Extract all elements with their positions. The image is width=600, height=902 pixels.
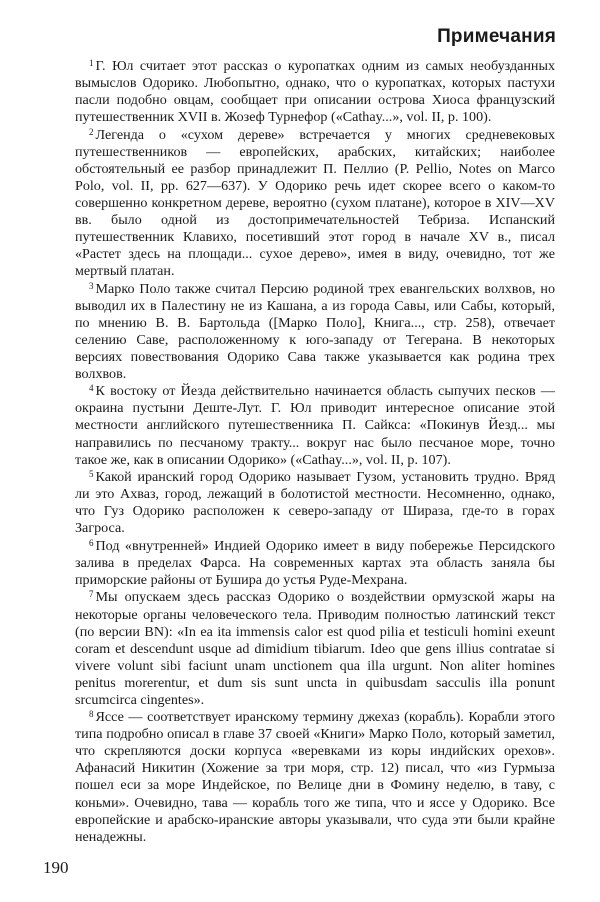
note-text: Мы опускаем здесь рассказ Одорико о воздействии ормузской жары на некоторые органы человеческого тела. Приводим полностью латинский текст (по версии BN): «In ea ita immensis calor est quod pilia et testiculi homini exeunt coram et descendunt usque ad dimidium tibiarum. Ideo que gens illius contratae si vivere volunt sibi faciunt unam unctionem qua illa urgunt. Non aliter homines penitus morerentur, et dum sis sunt uncta in quibusdam sacculis illa ponunt srcumcirca cingentes». bbox=[75, 589, 555, 708]
note-text: Под «внутренней» Индией Одорико имеет в виду побережье Персидского залива в пределах Фарса. На современных картах эта область заняла бы приморские районы от Бушира до устья Руде-Мехрана. bbox=[75, 537, 555, 588]
note-number: 5 bbox=[89, 469, 94, 480]
running-header: Примечания bbox=[437, 26, 556, 47]
note-5 bbox=[75, 469, 555, 537]
note-number: 1 bbox=[89, 58, 94, 68]
note-number: 6 bbox=[89, 537, 94, 548]
note-4 bbox=[75, 383, 555, 468]
note-number: 4 bbox=[89, 383, 94, 394]
note-text: Марко Поло также считал Персию родиной трех евангельских волхвов, но выводил их в Палестину не из Кашана, а из города Савы, или Сабы, который, по мнению В. В. Бартольда ([Марко Поло], Книга..., стр. 258), отвечает селению Саве, расположенному к юго-западу от Тегерана. В некоторых версиях повествования Одорико Сава также указывается как родина трех волхвов. bbox=[75, 280, 555, 382]
note-text: К востоку от Йезда действительно начинается область сыпучих песков — окраина пустыни Деште-Лут. Г. Юл приводит интересное описание этой местности английского путешественника П. Сайкса: «Покинув Йезд... мы направились по песчаному тракту... вокруг нас было песчаное море, точно такое же, как в описании Одорико» («Cathay...», vol. II, p. 107). bbox=[75, 383, 555, 468]
note-number: 2 bbox=[89, 126, 94, 137]
note-number: 3 bbox=[89, 280, 94, 291]
note-text: Легенда о «сухом дереве» встречается у многих средневековых путешественников — европейских, арабских, китайских; наиболее обстоятельный ее разбор принадлежит П. Пеллио (P. Pellio, Notes on Marco Polo, vol. II, pp. 627—637). У Одорико речь идет скорее всего о каком-то совершенно конкретном дереве, вероятно (сухом платане), которое в XIV—XV вв. было одной из достопримечательностей Тебриза. Испанский путешественник Клавихо, посетивший этот город в начале XV в., писал «Растет здесь на площади... сухое дерево», имея в виду, очевидно, тот же мертвый платан. bbox=[75, 126, 555, 280]
note-number: 7 bbox=[89, 589, 94, 600]
note-6 bbox=[75, 538, 555, 589]
note-text: Г. Юл считает этот рассказ о куропатках одним из самых необузданных вымыслов Одорико. Любопытно, однако, что о куропатках, которых пастухи пасли подобно овцам, сообщает при описании острова Хиоса французский путешественник XVII в. Жозеф Турнефор («Cathay...», vol. II, p. 100). bbox=[75, 58, 555, 126]
note-1 bbox=[75, 58, 555, 126]
note-8 bbox=[75, 709, 555, 845]
notes-body bbox=[75, 58, 555, 846]
note-7 bbox=[75, 589, 555, 708]
page-number: 190 bbox=[43, 858, 69, 877]
note-number: 8 bbox=[89, 709, 94, 720]
note-3 bbox=[75, 281, 555, 383]
note-text: Яссе — соответствует иранскому термину джехаз (корабль). Корабли этого типа подробно описал в главе 37 своей «Книги» Марко Поло, который заметил, что скрепляются доски корпуса «веревками из коры индийских орехов». Афанасий Никитин (Хожение за три моря, стр. 12) писал, что «из Гурмыза пошел еси за море Индейское, по Велице дни в Фомину неделю, в таву, с коньми». Очевидно, тава — корабль того же типа, что и яссе у Одорико. Все европейские и арабско-иранские авторы указывали, что суда эти были крайне ненадежны. bbox=[75, 709, 555, 845]
note-2 bbox=[75, 127, 555, 280]
note-text: Какой иранский город Одорико называет Гузом, установить трудно. Вряд ли это Ахваз, город, лежащий в болотистой местности. Несомненно, однако, что Гуз Одорико расположен к северо-западу от Шираза, где-то в горах Загроса. bbox=[75, 469, 555, 537]
